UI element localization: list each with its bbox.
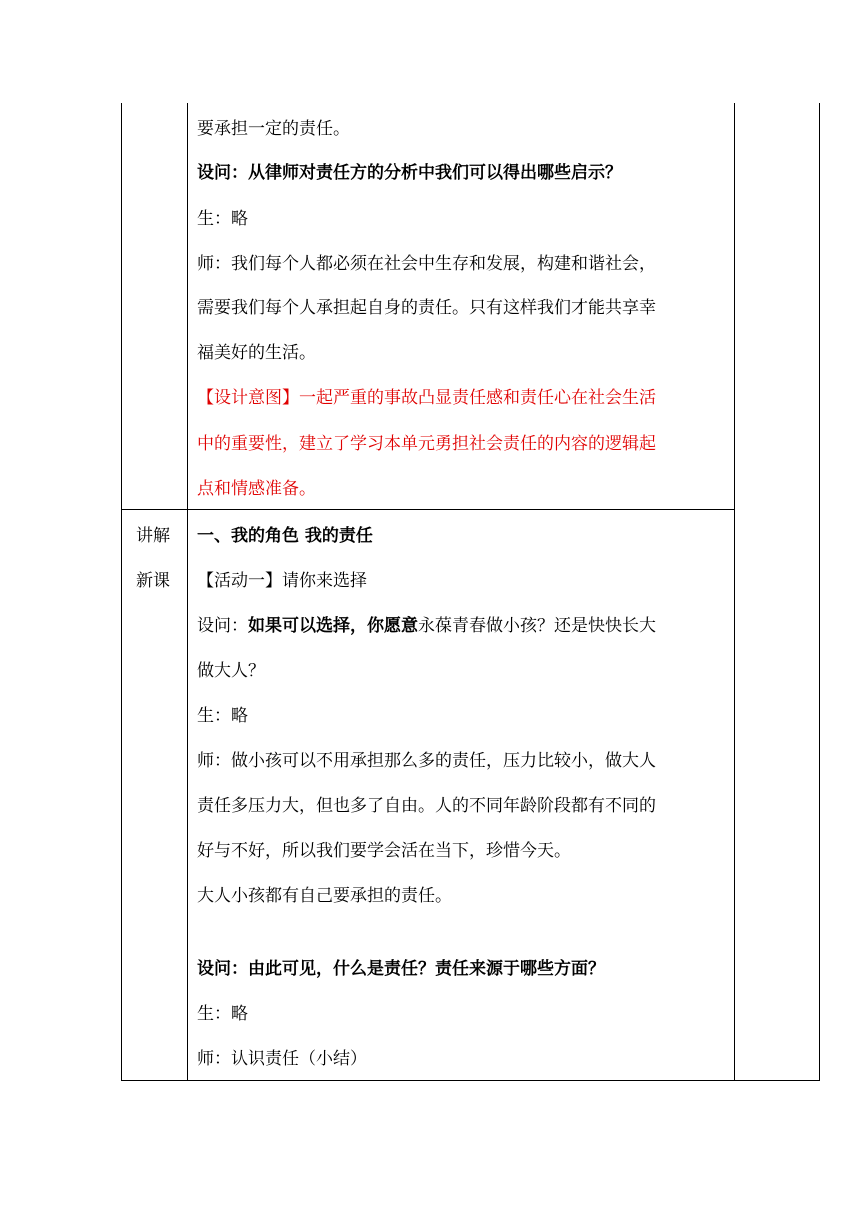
activity-title: 【活动一】请你来选择 bbox=[197, 571, 367, 591]
table-label-divider bbox=[187, 103, 188, 1081]
student-answer: 生：略 bbox=[197, 1004, 248, 1024]
question-line: 设问：从律师对责任方的分析中我们可以得出哪些启示？ bbox=[197, 163, 622, 183]
text-line: 生：略 bbox=[197, 209, 248, 229]
text-line: 福美好的生活。 bbox=[197, 343, 316, 363]
section-heading: 一、我的角色 我的责任 bbox=[197, 526, 373, 546]
question-prefix: 设问： bbox=[197, 616, 248, 636]
text-line: 需要我们每个人承担起自身的责任。只有这样我们才能共享幸 bbox=[197, 298, 656, 318]
design-intent-line: 点和情感准备。 bbox=[197, 479, 316, 499]
table-left-border bbox=[121, 103, 122, 1081]
table-content-divider bbox=[734, 103, 735, 1081]
question-line bbox=[197, 615, 656, 637]
section-label-line2: 新课 bbox=[136, 571, 170, 591]
table-bottom-border bbox=[121, 1080, 820, 1081]
teacher-line: 责任多压力大，但也多了自由。人的不同年龄阶段都有不同的 bbox=[197, 796, 656, 816]
question-emphasis: 如果可以选择，你愿意 bbox=[248, 616, 418, 636]
teacher-line: 师：认识责任（小结） bbox=[197, 1049, 367, 1069]
table-right-border bbox=[819, 103, 820, 1081]
question-rest: 永葆青春做小孩？还是快快长大 bbox=[418, 616, 656, 636]
question-line: 设问：由此可见，什么是责任？责任来源于哪些方面？ bbox=[197, 959, 605, 979]
teacher-line: 好与不好，所以我们要学会活在当下，珍惜今天。 bbox=[197, 841, 571, 861]
row-divider bbox=[121, 509, 734, 510]
text-line: 师：我们每个人都必须在社会中生存和发展，构建和谐社会， bbox=[197, 254, 656, 274]
section-label-line1: 讲解 bbox=[136, 526, 170, 546]
design-intent-line: 中的重要性，建立了学习本单元勇担社会责任的内容的逻辑起 bbox=[197, 434, 656, 454]
teacher-line: 师：做小孩可以不用承担那么多的责任，压力比较小，做大人 bbox=[197, 751, 656, 771]
design-intent-line: 【设计意图】一起严重的事故凸显责任感和责任心在社会生活 bbox=[197, 388, 656, 408]
teacher-line: 大人小孩都有自己要承担的责任。 bbox=[197, 886, 452, 906]
question-line: 做大人？ bbox=[197, 661, 265, 681]
text-line: 要承担一定的责任。 bbox=[197, 119, 350, 139]
student-answer: 生：略 bbox=[197, 706, 248, 726]
